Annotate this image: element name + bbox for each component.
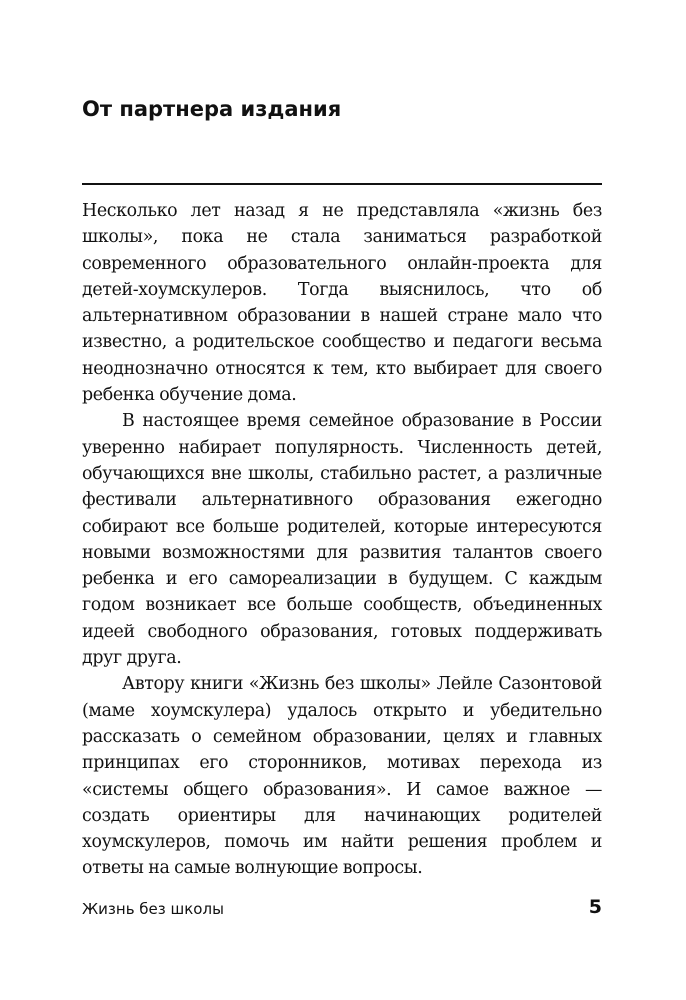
page-number: 5 — [588, 896, 602, 918]
section-heading: От партнера издания — [82, 97, 342, 121]
paragraph-3: Автору книги «Жизнь без школы» Лейле Сазонтовой (маме хоумскулера) удалось открыто и убедительно рассказать о семейном образовании, целях и главных принципах его сторонников, мотивах перехода из «системы общего образования». И самое важное — создать ориентиры для начинающих родителей хоумскулеров, помочь им найти решения проблем и ответы на самые волнующие вопросы. — [82, 674, 602, 879]
body-text — [82, 198, 602, 882]
paragraph-1: Несколько лет назад я не представляла «жизнь без школы», пока не стала заниматься разработкой современного образовательного онлайн-проекта для детей-хоумскулеров. Тогда выяснилось, что об альтернативном образовании в нашей стране мало что известно, а родительское сообщество и педагоги весьма неоднозначно относятся к тем, кто выбирает для своего ребенка обучение дома. — [82, 201, 602, 406]
heading-divider — [82, 183, 602, 185]
running-footer-title: Жизнь без школы — [82, 900, 224, 918]
paragraph-2: В настоящее время семейное образование в России уверенно набирает популярность. Численность детей, обучающихся вне школы, стабильно растет, а различные фестивали альтернативного образования ежегодно собирают все больше родителей, которые интересуются новыми возможностями для развития талантов своего ребенка и его самореализации в будущем. С каждым годом возникает все больше сообществ, объединенных идеей свободного образования, готовых поддерживать друг друга. — [82, 411, 602, 669]
